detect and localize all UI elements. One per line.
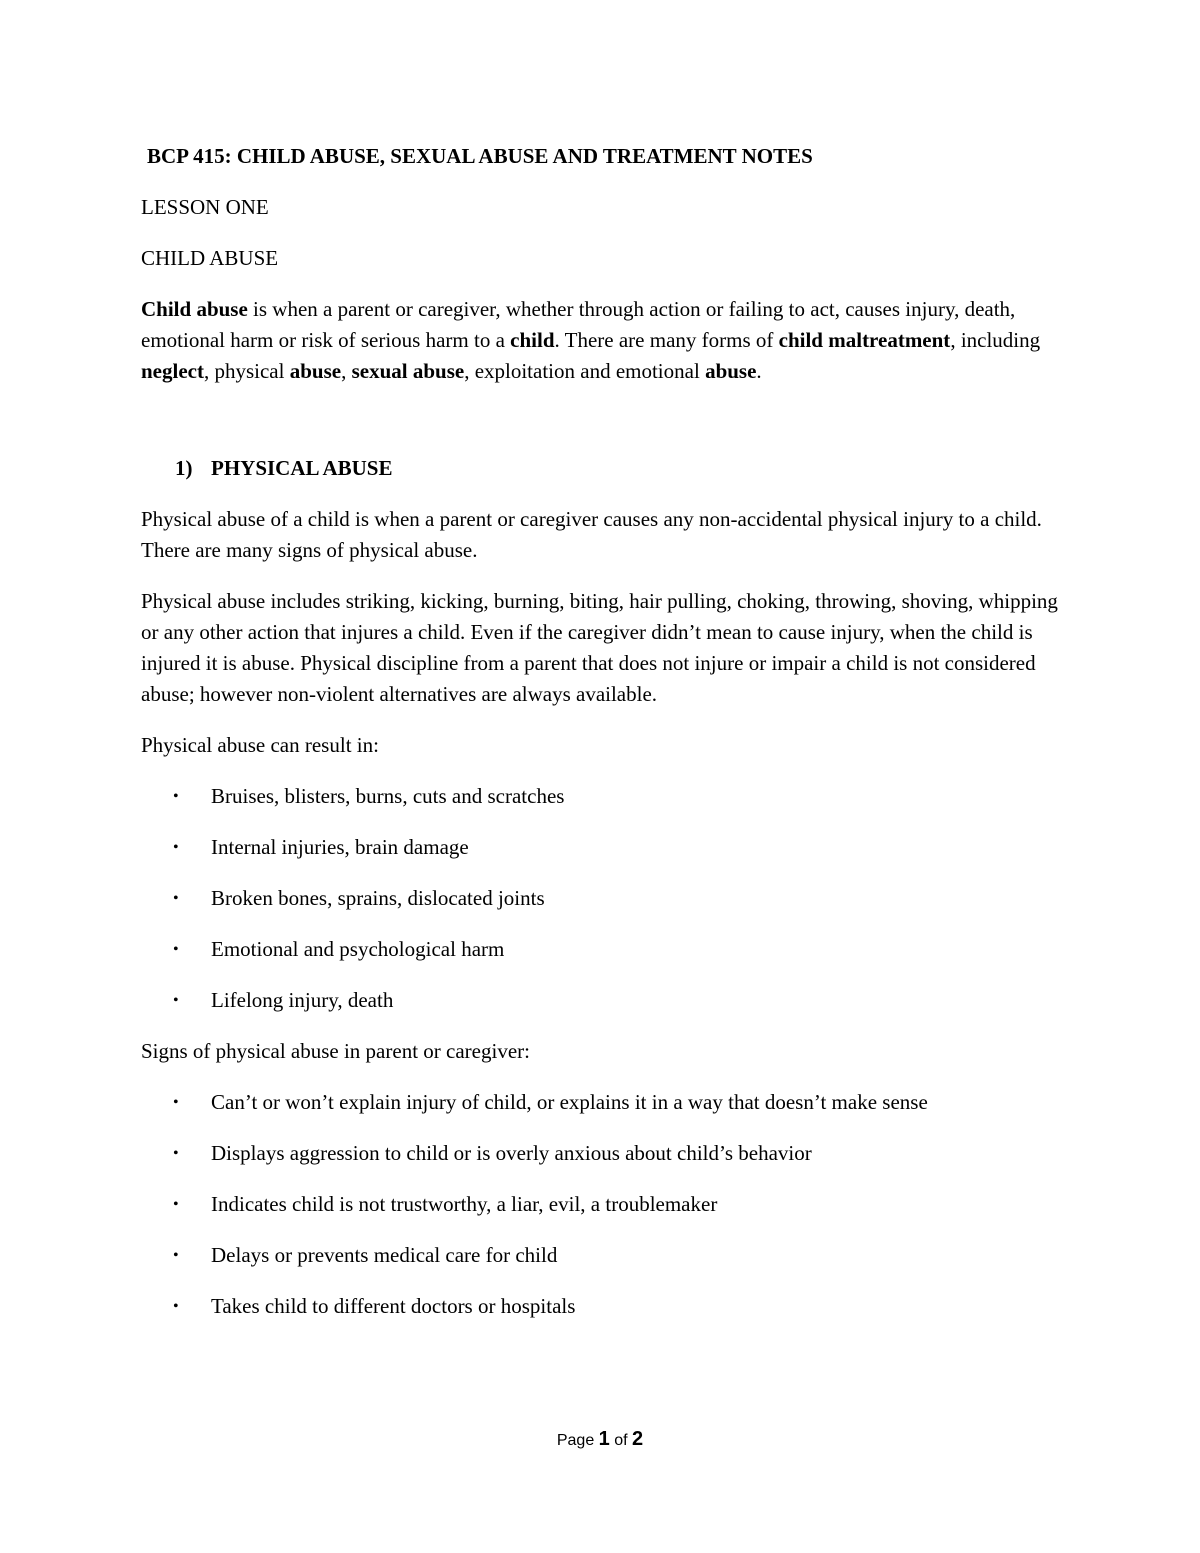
list-item: • Can’t or won’t explain injury of child, or explains it in a way that doesn’t make sense xyxy=(141,1087,1066,1118)
bullet-icon: • xyxy=(173,941,179,958)
signs-list xyxy=(141,1087,1066,1322)
intro-paragraph: Child abuse is when a parent or caregiver, whether through action or failing to act, causes injury, death, emotional harm or risk of serious harm to a child. There are many forms of child maltreatment, including neglect, physical abuse, sexual abuse, exploitation and emotional abuse. xyxy=(141,297,1041,383)
term-sexual-abuse: sexual abuse xyxy=(351,359,465,383)
list-intro: Physical abuse can result in: xyxy=(141,733,379,757)
results-list xyxy=(141,781,1066,1016)
section-heading-physical-abuse xyxy=(141,453,1066,484)
bullet-icon: • xyxy=(173,1298,179,1315)
list-intro: Signs of physical abuse in parent or caregiver: xyxy=(141,1039,530,1063)
list-item: • Internal injuries, brain damage xyxy=(141,832,1066,863)
page-current: 1 xyxy=(598,1428,610,1450)
term-child: child xyxy=(510,328,555,352)
term-child-maltreatment: child maltreatment xyxy=(778,328,951,352)
list-item: • Indicates child is not trustworthy, a liar, evil, a troublemaker xyxy=(141,1189,1066,1220)
bullet-icon: • xyxy=(173,1247,179,1264)
bullet-icon: • xyxy=(173,788,179,805)
list-item: • Broken bones, sprains, dislocated joints xyxy=(141,883,1066,914)
list-item: • Displays aggression to child or is overly anxious about child’s behavior xyxy=(141,1138,1066,1169)
bullet-icon: • xyxy=(173,992,179,1009)
term-abuse: abuse xyxy=(289,359,342,383)
list-item: • Bruises, blisters, burns, cuts and scratches xyxy=(141,781,1066,812)
bullet-icon: • xyxy=(173,1094,179,1111)
page-total: 2 xyxy=(632,1428,644,1450)
bullet-icon: • xyxy=(173,839,179,856)
paragraph: Physical abuse includes striking, kicking, burning, biting, hair pulling, choking, throwing, shoving, whipping or any other action that injures a child. Even if the caregiver didn’t mean to cause injury, when the child is injured it is abuse. Physical discipline from a parent that does not injure or impair a child is not considered abuse; however non-violent alternatives are always available. xyxy=(141,589,1058,706)
bullet-icon: • xyxy=(173,1145,179,1162)
list-item: • Delays or prevents medical care for child xyxy=(141,1240,1066,1271)
section-title: PHYSICAL ABUSE xyxy=(211,456,393,480)
term-abuse: abuse xyxy=(705,359,757,383)
term-neglect: neglect xyxy=(141,359,204,383)
term-child-abuse: Child abuse xyxy=(141,297,248,321)
page-footer xyxy=(0,1428,1200,1451)
list-item: • Emotional and psychological harm xyxy=(141,934,1066,965)
list-item: • Takes child to different doctors or hospitals xyxy=(141,1291,1066,1322)
of-label: of xyxy=(609,1432,633,1449)
page-label: Page xyxy=(556,1432,599,1449)
lesson-heading: LESSON ONE xyxy=(141,195,269,219)
topic-heading: CHILD ABUSE xyxy=(141,246,279,270)
document-body xyxy=(141,141,1066,1342)
bullet-icon: • xyxy=(173,890,179,907)
section-number: 1) xyxy=(175,456,193,480)
bullet-icon: • xyxy=(173,1196,179,1213)
document-title: BCP 415: CHILD ABUSE, SEXUAL ABUSE AND TREATMENT NOTES xyxy=(147,144,813,168)
paragraph: Physical abuse of a child is when a parent or caregiver causes any non-accidental physical injury to a child. There are many signs of physical abuse. xyxy=(141,507,1042,562)
list-item: • Lifelong injury, death xyxy=(141,985,1066,1016)
